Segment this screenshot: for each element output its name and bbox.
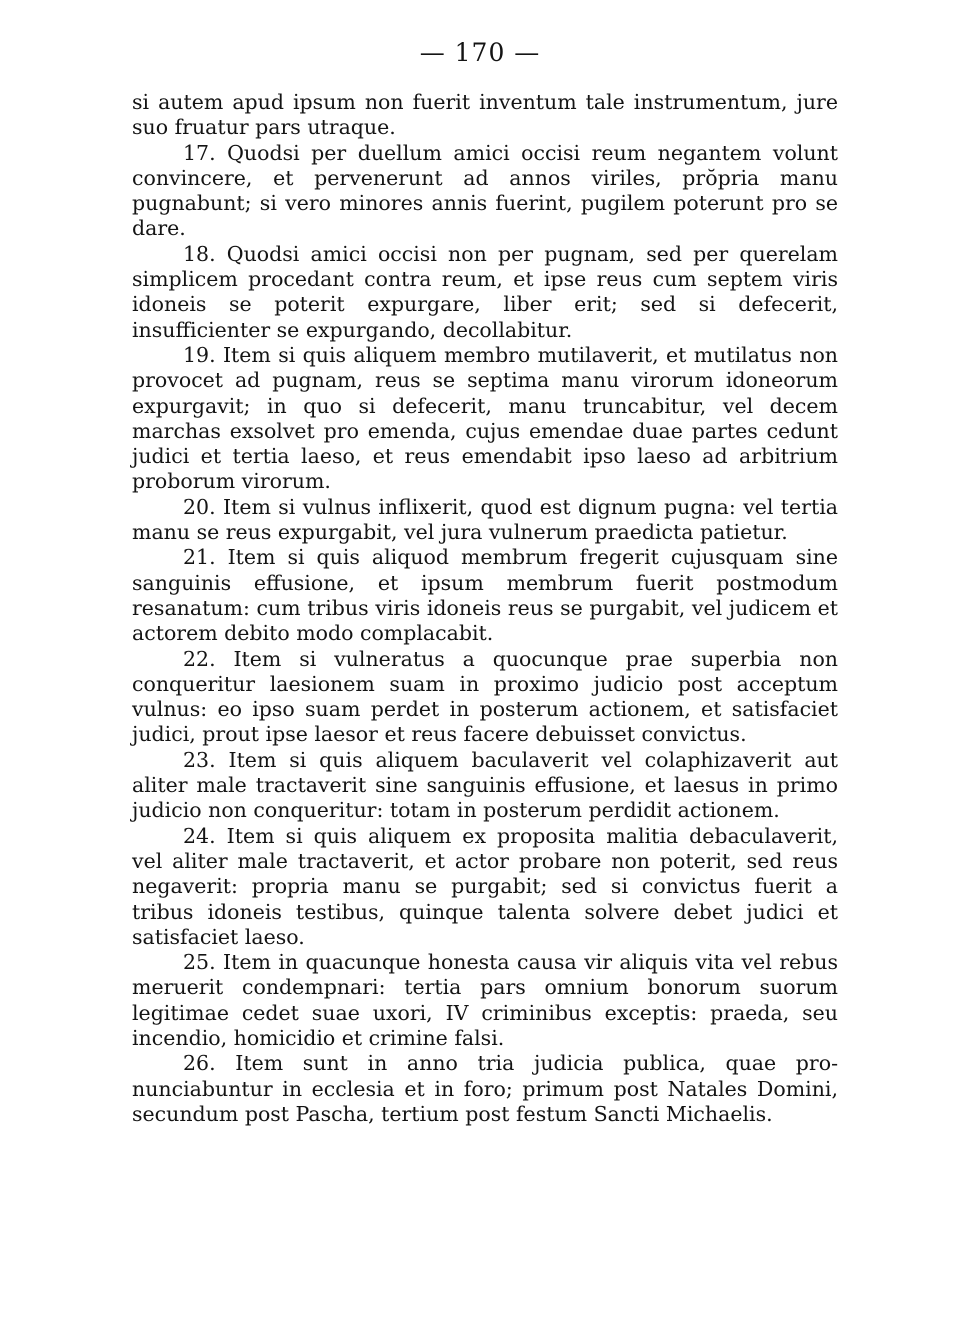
paragraph-text: Item si quis aliquem membro mutilaverit, et mutilatus non provocet ad pugnam, reus se septima manu virorum idoneorum expurgavit; in quo si defecerit, manu truncabitur, vel decem marchas exsolvet pro emenda, cujus emendae duae partes cedunt judici et tertia laeso, et reus emendabit ipso laeso ad arbitrium proborum virorum. xyxy=(132,342,838,494)
paragraph-number: 22. xyxy=(183,646,216,671)
paragraph-23 xyxy=(132,748,838,824)
paragraph-21 xyxy=(132,545,838,646)
paragraph-text: Item si vulnus inflixerit, quod est dignum pugna: vel tertia manu se reus expurgabit, vel jura vulnerum praedicta patietur. xyxy=(132,494,838,545)
paragraph-22 xyxy=(132,647,838,748)
paragraph-number: 20. xyxy=(183,494,216,519)
paragraph-number: 26. xyxy=(183,1051,216,1076)
paragraph-number: 19. xyxy=(183,342,216,367)
paragraph-24 xyxy=(132,824,838,950)
paragraph-25 xyxy=(132,950,838,1051)
body-text xyxy=(132,90,838,1127)
paragraph-text: si autem apud ipsum non fuerit inventum tale instrumentum, jure suo fruatur pars utraque. xyxy=(132,90,838,140)
paragraph-text: Item si quis aliquem ex proposita malitia debaculaverit, vel aliter male tractaverit, et actor probare non poterit, sed reus negaverit: propria manu se purgabit; sed si convictus fuerit a tribus idoneis testibus, quinque talenta solvere debet judici et satisfaciet laeso. xyxy=(132,823,838,949)
paragraph-continued xyxy=(132,90,838,141)
paragraph-text: Item si quis aliquod membrum fregerit cujusquam sine sanguinis effusione, et ipsum membrum fuerit postmodum resanatum: cum tribus viris idoneis reus se purgabit, vel judicem et actorem debito modo complacabit. xyxy=(132,545,838,646)
paragraph-19 xyxy=(132,343,838,495)
paragraph-number: 18. xyxy=(183,241,216,266)
paragraph-number: 24. xyxy=(183,823,216,848)
paragraph-number: 21. xyxy=(183,545,216,570)
paragraph-text: Item sunt in anno tria judicia publica, quae pronunciabuntur in ecclesia et in foro; primum post Natales Domini, secundum post Pascha, tertium post festum Sancti Michaelis. xyxy=(132,1051,838,1126)
paragraph-18 xyxy=(132,242,838,343)
paragraph-number: 23. xyxy=(183,747,216,772)
paragraph-number: 25. xyxy=(183,950,216,975)
paragraph-number: 17. xyxy=(183,140,216,165)
page-number: — 170 — xyxy=(419,38,541,67)
paragraph-20 xyxy=(132,495,838,546)
paragraph-26 xyxy=(132,1051,838,1127)
paragraph-text: Item in quacunque honesta causa vir aliquis vita vel rebus meruerit condempnari: tertia pars omnium bonorum suorum legitimae cedet suae uxori, IV criminibus exceptis: praeda, seu incendio, homicidio et crimine falsi. xyxy=(132,950,838,1050)
paragraph-text: Quodsi per duellum amici occisi reum negantem volunt convincere, et pervenerunt ad annos viriles, prŏpria manu pugnabunt; si vero minores annis fuerint, pugilem poterunt pro se dare. xyxy=(132,140,838,241)
paragraph-17 xyxy=(132,141,838,242)
paragraph-text: Item si quis aliquem baculaverit vel colaphizaverit aut aliter male tractaverit sine sanguinis effusione, et laesus in primo judicio non conqueritur: totam in posterum perdidit actionem. xyxy=(132,747,838,823)
paragraph-text: Quodsi amici occisi non per pugnam, sed per querelam simplicem procedant contra reum, et ipse reus cum septem viris idoneis se poterit expurgare, liber erit; sed si defecerit, insufficienter se expurgando, decollabitur. xyxy=(132,241,838,342)
paragraph-text: Item si vulneratus a quocunque prae superbia non conqueritur laesionem suam in proximo judicio post acceptum vulnus: eo ipso suam perdet in posterum actionem, et satisfaciet judici, prout ipse laesor et reus facere debuisset convictus. xyxy=(132,646,838,747)
